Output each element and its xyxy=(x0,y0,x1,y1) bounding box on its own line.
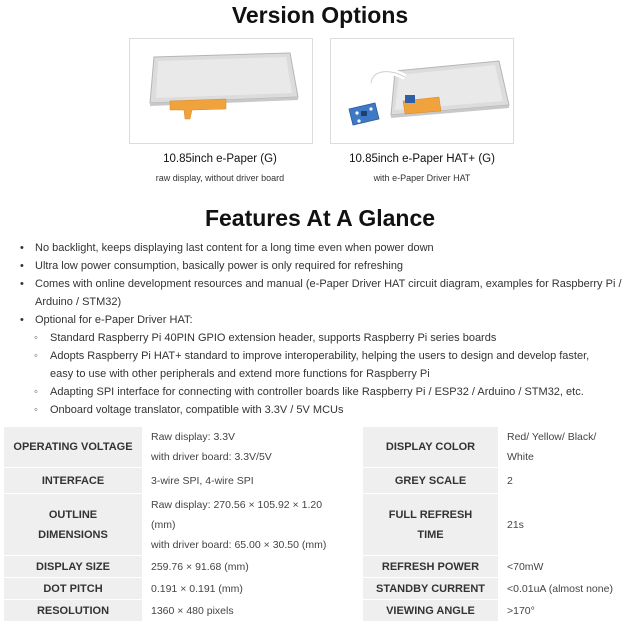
spec-value-line: White xyxy=(507,451,534,463)
features-title: Features At A Glance xyxy=(204,205,436,231)
table-row xyxy=(4,494,638,556)
spec-value xyxy=(143,494,363,556)
spec-value-line: with driver board: 65.00 × 30.50 (mm) xyxy=(151,538,327,551)
spec-label-line: TIME xyxy=(417,528,444,541)
spec-value: 2 xyxy=(499,468,638,494)
spec-value xyxy=(499,427,638,468)
spec-value-line: Red/ Yellow/ Black/ xyxy=(507,431,597,443)
table-row xyxy=(4,468,638,494)
feature-item: • Comes with online development resources and manual (e-Paper Driver HAT circuit diagram, examples for Raspberry Pi / Arduino / STM32) xyxy=(0,275,640,311)
version-2-title: 10.85inch e-Paper HAT+ (G) xyxy=(349,153,495,165)
spec-label: OPERATING VOLTAGE xyxy=(4,427,143,468)
version-options-title: Version Options xyxy=(231,2,409,28)
spec-label-line: OUTLINE xyxy=(48,508,98,521)
feature-subitem: ◦ Standard Raspberry Pi 40PIN GPIO extension header, supports Raspberry Pi series boards xyxy=(0,329,630,347)
spec-value-line: (mm) xyxy=(151,518,176,531)
spec-value: <0.01uA (almost none) xyxy=(499,578,638,600)
spec-label-line: FULL REFRESH xyxy=(388,508,473,521)
spec-value: 21s xyxy=(499,494,638,556)
spec-table xyxy=(3,426,638,622)
spec-label: REFRESH POWER xyxy=(363,556,499,578)
feature-item: • Ultra low power consumption, basically power is only required for refreshing xyxy=(0,257,640,275)
spec-value xyxy=(143,427,363,468)
feature-subitem: ◦ Adopts Raspberry Pi HAT+ standard to improve interoperability, helping the users to design and develop faster, easy to use with other peripherals and extend more functions for Raspberry Pi xyxy=(0,347,630,383)
spec-value: 3-wire SPI, 4-wire SPI xyxy=(143,468,363,494)
spec-value: <70mW xyxy=(499,556,638,578)
product-image-raw-display[interactable] xyxy=(129,38,313,144)
features-sublist xyxy=(0,329,630,419)
features-list xyxy=(0,239,640,419)
spec-value: 1360 × 480 pixels xyxy=(143,600,363,622)
table-row xyxy=(4,427,638,468)
spec-label xyxy=(363,494,499,556)
spec-label: DOT PITCH xyxy=(4,578,143,600)
spec-value: >170° xyxy=(499,600,638,622)
product-image-hat-plus[interactable] xyxy=(330,38,514,144)
spec-value-line: with driver board: 3.3V/5V xyxy=(151,451,272,463)
spec-value-line: Raw display: 270.56 × 105.92 × 1.20 xyxy=(151,498,323,511)
spec-label: DISPLAY COLOR xyxy=(363,427,499,468)
spec-value: 0.191 × 0.191 (mm) xyxy=(143,578,363,600)
table-row xyxy=(4,600,638,622)
spec-label: DISPLAY SIZE xyxy=(4,556,143,578)
spec-value-line: Raw display: 3.3V xyxy=(151,431,236,443)
spec-label xyxy=(4,494,143,556)
table-row xyxy=(4,556,638,578)
spec-label: VIEWING ANGLE xyxy=(363,600,499,622)
feature-item-label: • Optional for e-Paper Driver HAT: xyxy=(0,311,630,329)
spec-label-line: DIMENSIONS xyxy=(38,528,108,541)
spec-label: GREY SCALE xyxy=(363,468,499,494)
epaper-raw-illustration xyxy=(130,39,312,143)
feature-item: • No backlight, keeps displaying last content for a long time even when power down xyxy=(0,239,640,257)
version-1-title: 10.85inch e-Paper (G) xyxy=(163,153,277,165)
spec-label: RESOLUTION xyxy=(4,600,143,622)
feature-subitem: ◦ Adapting SPI interface for connecting with controller boards like Raspberry Pi / ESP32 / Arduino / STM32, etc. xyxy=(0,383,630,401)
table-row xyxy=(4,578,638,600)
epaper-hat-illustration xyxy=(331,39,513,143)
version-1-subtitle: raw display, without driver board xyxy=(155,173,285,183)
feature-subitem: ◦ Onboard voltage translator, compatible with 3.3V / 5V MCUs xyxy=(0,401,630,419)
spec-label: INTERFACE xyxy=(4,468,143,494)
feature-item-optional xyxy=(0,311,640,419)
version-2-subtitle: with e-Paper Driver HAT xyxy=(373,173,471,183)
spec-value: 259.76 × 91.68 (mm) xyxy=(143,556,363,578)
spec-label: STANDBY CURRENT xyxy=(363,578,499,600)
